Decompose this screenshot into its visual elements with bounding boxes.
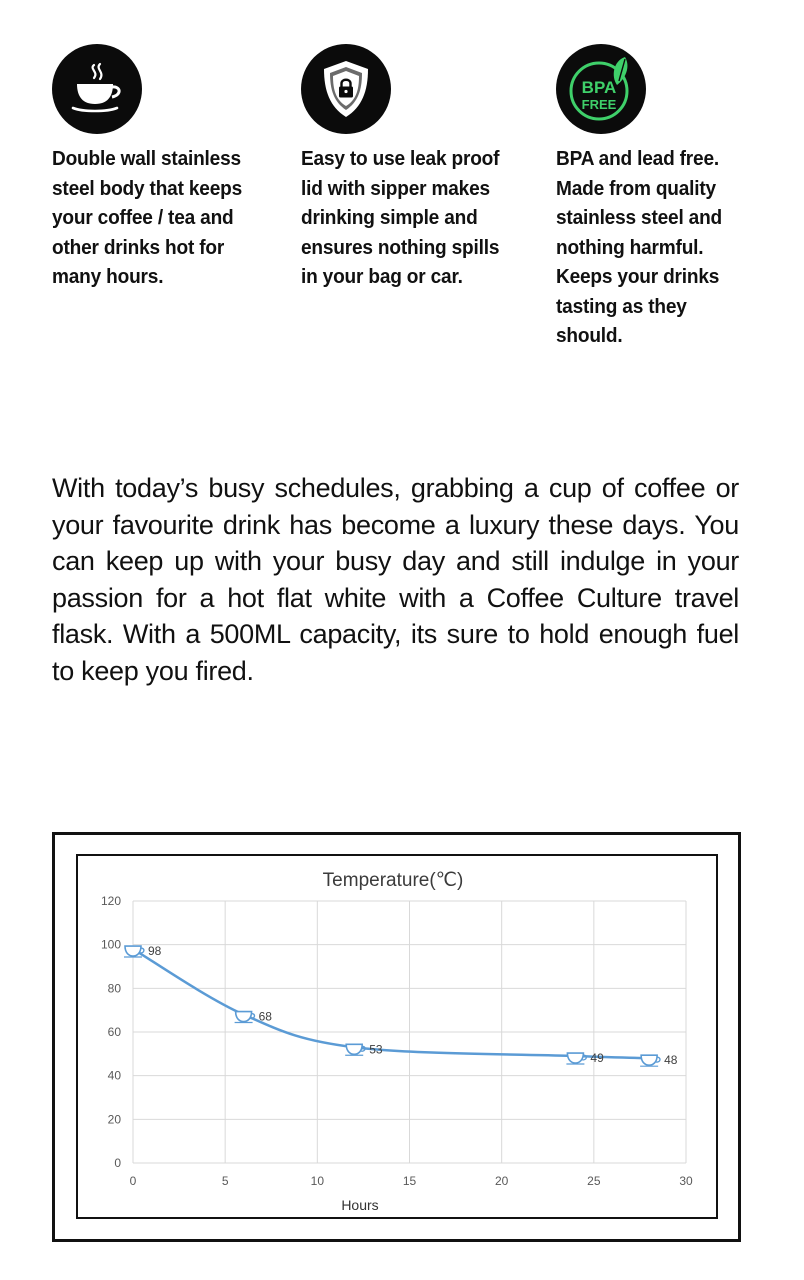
feature-description: Double wall stainless steel body that keeps your coffee / tea and other drinks hot for many hours. (52, 147, 242, 288)
cup-body (236, 1012, 252, 1022)
x-tick-label: 30 (679, 1174, 693, 1188)
feature-insulation (52, 44, 282, 292)
x-tick-label: 25 (587, 1174, 601, 1188)
bpa-badge-text: BPA (581, 78, 617, 97)
data-label: 68 (258, 1009, 272, 1024)
feature-description: BPA and lead free. Made from quality stainless steel and nothing harmful. Keeps your drinks tasting as they should. (556, 147, 723, 347)
feature-bpa-free (556, 44, 786, 351)
y-tick-label: 120 (100, 894, 121, 908)
cup-body (567, 1053, 583, 1063)
cup-body (641, 1055, 657, 1065)
series-line (133, 949, 649, 1058)
y-tick-label: 0 (114, 1156, 121, 1170)
data-point-cup-icon (566, 1053, 586, 1064)
cup-body (346, 1044, 362, 1054)
x-tick-label: 15 (402, 1174, 417, 1188)
data-label: 49 (590, 1051, 604, 1066)
feature-leak-proof (301, 44, 531, 292)
y-tick-label: 60 (107, 1025, 121, 1039)
y-tick-label: 80 (107, 981, 121, 996)
data-point-cup-icon (640, 1055, 660, 1066)
intro-paragraph: With today’s busy schedules, grabbing a cup of coffee or your favourite drink has become a luxury these days. You can keep up with your busy day and still indulge in your passion for a hot flat white with a Coffee Culture travel flask. With a 500ML capacity, its sure to hold enough fuel to keep you fired. (52, 473, 739, 686)
x-tick-label: 0 (129, 1174, 137, 1188)
chart-title: Temperature(℃) (322, 870, 464, 891)
temperature-chart (78, 856, 716, 1217)
data-point-cup-icon (345, 1044, 365, 1055)
y-tick-label: 20 (107, 1112, 121, 1127)
shield-lock-icon (301, 44, 391, 134)
y-tick-label: 100 (100, 937, 121, 952)
y-tick-label: 40 (107, 1068, 121, 1083)
x-tick-label: 20 (494, 1174, 509, 1188)
x-axis-label: Hours (341, 1197, 379, 1213)
data-label: 53 (369, 1042, 383, 1057)
data-label: 48 (664, 1053, 678, 1068)
chart-area (76, 854, 718, 1219)
chart-frame (52, 832, 741, 1242)
free-badge-text: FREE (581, 97, 617, 112)
feature-description: Easy to use leak proof lid with sipper makes drinking simple and ensures nothing spills in your bag or car. (301, 147, 500, 288)
coffee-cup-icon (52, 44, 142, 134)
data-label: 98 (148, 944, 162, 959)
x-tick-label: 10 (310, 1174, 325, 1188)
feature-row (0, 0, 804, 360)
bpa-free-leaf-icon (556, 44, 646, 134)
cup-body (125, 946, 141, 956)
x-tick-label: 5 (221, 1174, 229, 1188)
